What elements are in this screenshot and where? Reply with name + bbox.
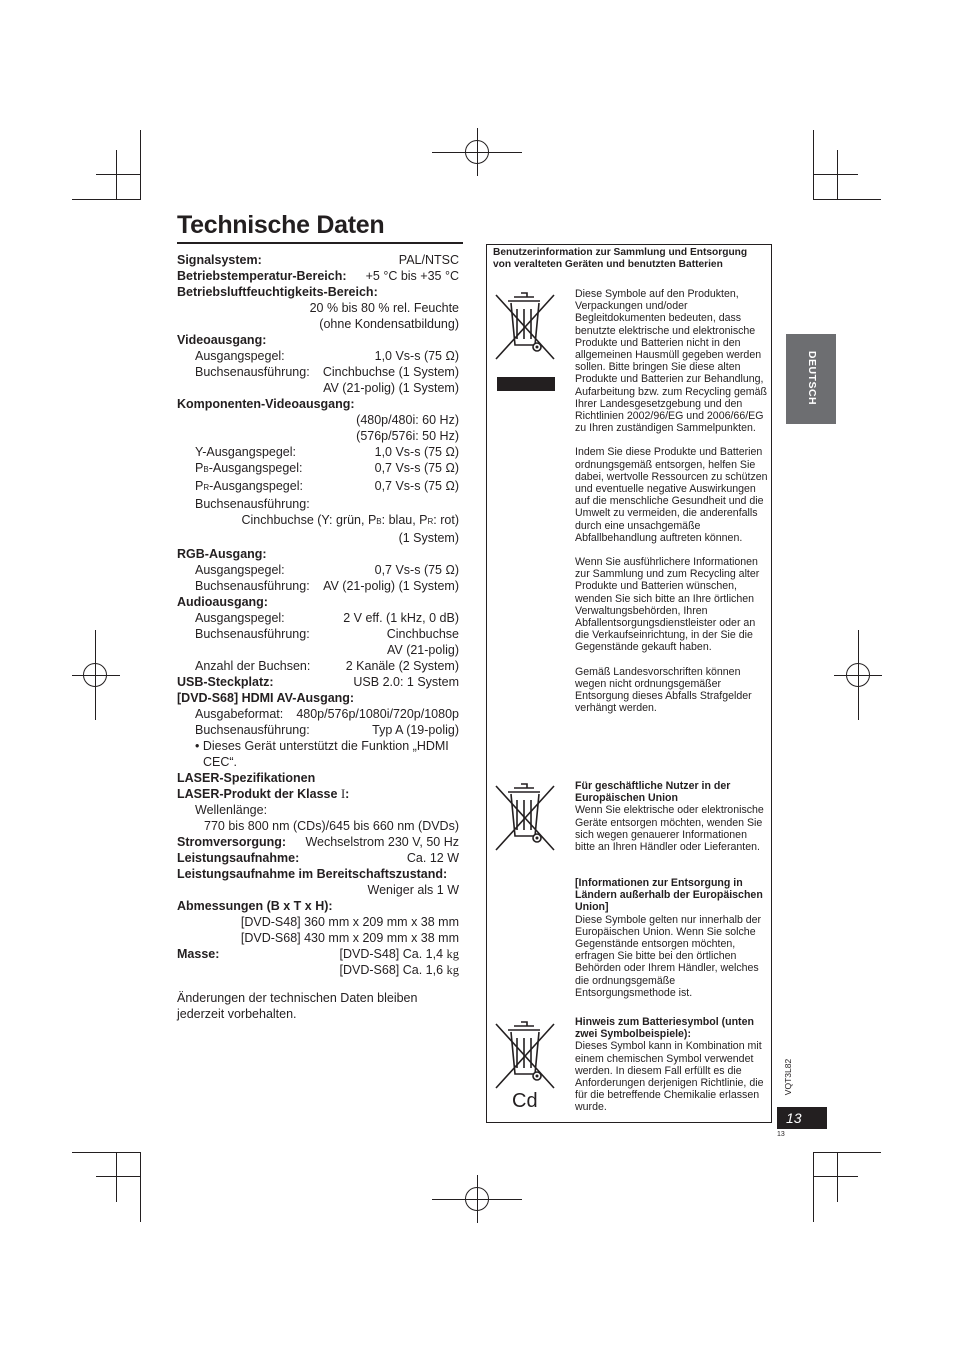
spec-label: Buchsenausführung: — [195, 627, 310, 641]
spec-usb — [177, 674, 459, 690]
crop-mark — [813, 130, 814, 200]
spec-laser-class — [177, 786, 459, 802]
roman-numeral: I — [340, 787, 346, 801]
page-number: 13 — [777, 1107, 827, 1129]
spec-label: Y-Ausgangspegel: — [195, 445, 297, 459]
crop-mark — [140, 1152, 141, 1222]
unit: kg — [446, 947, 459, 961]
spec-hdmi-cec: CEC“. — [203, 755, 238, 769]
spec-label: Buchsenausführung: — [195, 365, 310, 379]
spec-value: 0,7 Vs-s (75 Ω) — [374, 479, 459, 493]
value-part: [DVD-S48] Ca. 1,4 — [339, 947, 447, 961]
p-letter: P — [195, 479, 204, 493]
spec-label: Ausgabeformat: — [195, 707, 284, 721]
unit: kg — [446, 963, 459, 977]
crop-mark — [813, 199, 881, 200]
spec-value: (480p/480i: 60 Hz) — [356, 413, 459, 427]
spec-value: 1,0 Vs-s (75 Ω) — [374, 349, 459, 363]
spec-value — [177, 962, 459, 978]
disposal-paragraph: Indem Sie diese Produkte und Batterien ordnungsgemäß entsorgen, helfen Sie dabei, wertvolle Ressourcen zu schützen und eventuelle negative Auswirkungen auf die menschliche Gesundheit und die Umwelt zu vermeiden, die anderenfalls durch eine unsachgemäße Abfallbehandlung auftreten können. — [575, 446, 768, 544]
spec-value: Cinchbuchse — [386, 627, 459, 641]
spec-label: Buchsenausführung: — [195, 579, 310, 593]
spec-label: Ausgangspegel: — [195, 611, 285, 625]
spec-label: Ausgangspegel: — [195, 563, 285, 577]
colon: : — [345, 787, 350, 801]
registration-circle — [465, 1187, 489, 1211]
notice-line: jederzeit vorbehalten. — [177, 1007, 297, 1021]
spec-component-jack-label: Buchsenausführung: — [195, 497, 310, 511]
document-code: VQT3L82 — [783, 1058, 793, 1096]
value-part: [DVD-S68] Ca. 1,6 — [339, 963, 447, 977]
spec-value: Cinchbuchse (1 System) — [322, 365, 459, 379]
crossed-bin-icon — [490, 289, 558, 365]
spec-label — [195, 478, 303, 496]
language-tab — [786, 334, 836, 424]
spec-video-label: Videoausgang: — [177, 333, 267, 347]
spec-value: 770 bis 800 nm (CDs)/645 bis 660 nm (DVDs) — [204, 819, 459, 833]
spec-value: AV (21-polig) — [386, 643, 459, 657]
crossed-bin-icon — [490, 780, 558, 856]
registration-circle — [465, 140, 489, 164]
crop-mark — [813, 174, 858, 175]
label-text: LASER-Produkt der Klasse — [177, 787, 338, 801]
spec-value: 20 % bis 80 % rel. Feuchte — [309, 301, 459, 315]
spec-label: Ausgangspegel: — [195, 349, 285, 363]
spec-label: Leistungsaufnahme: — [177, 851, 300, 865]
spec-audio-label: Audioausgang: — [177, 595, 268, 609]
spec-hdmi-label: [DVD-S68] HDMI AV-Ausgang: — [177, 691, 355, 705]
crop-mark — [813, 1152, 814, 1222]
disposal-paragraph: Wenn Sie ausführlichere Informationen zur Sammlung und zum Recycling alter Produkte und Batterien wünschen, wenden Sie sich bitte an Ihre örtlichen Verwaltungsbehörden, Ihren Abfallentsorgungsdienstleister oder an die Verkaufseinrichtung, in der Sie die Gegenstände gekauft haben. — [575, 556, 760, 654]
spec-hdmi-format — [177, 706, 459, 722]
crop-mark — [813, 1152, 881, 1153]
subscript-b: B — [376, 517, 382, 526]
p-letter: P — [195, 461, 204, 475]
disposal-text — [575, 288, 769, 727]
spec-component-label: Komponenten-Videoausgang: — [177, 397, 355, 411]
spec-video-level — [177, 348, 459, 364]
spec-value: AV (21-polig) (1 System) — [323, 579, 459, 593]
spec-label: Stromversorgung: — [177, 835, 287, 849]
spec-component-pr — [177, 478, 459, 496]
spec-rgb-level — [177, 562, 459, 578]
page-title: Technische Daten — [177, 211, 385, 239]
spec-value: (ohne Kondensatbildung) — [319, 317, 459, 331]
crop-mark — [72, 1152, 140, 1153]
crop-mark — [140, 130, 141, 200]
spec-hdmi-jack — [177, 722, 459, 738]
spec-value: 0,7 Vs-s (75 Ω) — [374, 461, 459, 475]
disposal-heading: Benutzerinformation zur Sammlung und Entsorgung von veralteten Geräten und benutzten Batterien — [493, 247, 748, 270]
crop-mark — [813, 1176, 858, 1177]
spec-dimensions-label: Abmessungen (B x T x H): — [177, 899, 333, 913]
label-text: -Ausgangspegel: — [209, 479, 303, 493]
spec-component-y — [177, 444, 459, 460]
spec-label: Buchsenausführung: — [195, 723, 310, 737]
spec-hdmi-cec: • Dieses Gerät unterstützt die Funktion „HDMI — [195, 739, 449, 753]
spec-audio-level — [177, 610, 459, 626]
business-heading: Für geschäftliche Nutzer in der Europäischen Union — [575, 780, 731, 805]
spec-rgb-label: RGB-Ausgang: — [177, 547, 267, 561]
spec-value: (1 System) — [398, 531, 459, 545]
spec-value: AV (21-polig) (1 System) — [323, 381, 459, 395]
value-part: : blau, P — [381, 513, 428, 527]
business-users-text — [575, 780, 769, 865]
spec-label: Signalsystem: — [177, 253, 262, 267]
spec-value: 0,7 Vs-s (75 Ω) — [374, 563, 459, 577]
spec-value — [177, 512, 459, 530]
spec-humidity-label: Betriebsluftfeuchtigkeits-Bereich: — [177, 285, 378, 299]
specifications-list — [177, 252, 459, 978]
spec-wavelength-label: Wellenlänge: — [195, 803, 268, 817]
spec-laser-label: LASER-Spezifikationen — [177, 771, 316, 785]
spec-label: Betriebstemperatur-Bereich: — [177, 269, 347, 283]
spec-value: 1,0 Vs-s (75 Ω) — [374, 445, 459, 459]
spec-label — [195, 460, 303, 478]
crop-mark — [96, 1176, 140, 1177]
change-notice — [177, 990, 459, 1022]
subscript-r: R — [427, 517, 434, 526]
spec-power — [177, 834, 459, 850]
crop-mark — [837, 1152, 838, 1202]
spec-signal — [177, 252, 459, 268]
business-paragraph: Wenn Sie elektrische oder elektronische Geräte entsorgen möchten, wenden Sie sich wegen genauerer Informationen bitte an Ihren Händler oder Lieferanten. — [575, 804, 764, 854]
spec-value: 2 Kanäle (2 System) — [345, 659, 459, 673]
spec-mass — [177, 946, 459, 962]
registration-circle — [846, 663, 870, 687]
spec-value: [DVD-S68] 430 mm x 209 mm x 38 mm — [240, 931, 459, 945]
subscript-r: R — [203, 483, 210, 492]
spec-value: 480p/576p/1080i/720p/1080p — [296, 707, 459, 721]
spec-value: [DVD-S48] 360 mm x 209 mm x 38 mm — [240, 915, 459, 929]
spec-label: USB-Steckplatz: — [177, 675, 274, 689]
disposal-paragraph: Diese Symbole auf den Produkten, Verpackungen und/oder Begleitdokumenten bedeuten, dass benutzte elektrische und elektronische Produkte und Batterien nicht in den allgemeinen Hausmüll gegeben werden sollen. Bitte bringen Sie diese alten Produkte und Batterien zur Behandlung, Aufarbeitung bzw. zum Recycling gemäß Ihrer Landesgesetzgebung und den Richtlinien 2002/96/EG und 2006/66/EG zu Ihren zuständigen Sammelpunkten. — [575, 288, 767, 435]
non-eu-text — [575, 877, 769, 1011]
battery-heading: Hinweis zum Batteriesymbol (unten zwei Symbolbeispiele): — [575, 1016, 754, 1041]
black-bar-symbol — [497, 377, 555, 391]
spec-component-pb — [177, 460, 459, 478]
disposal-paragraph: Gemäß Landesvorschriften können wegen nicht ordnungsgemäßer Entsorgung dieses Abfalls Strafgelder verhängt werden. — [575, 665, 752, 715]
spec-value: PAL/NTSC — [398, 253, 459, 267]
crop-mark — [837, 150, 838, 200]
crop-mark — [96, 174, 140, 175]
spec-value: Weniger als 1 W — [367, 883, 459, 897]
cadmium-symbol: Cd — [512, 1090, 538, 1112]
spec-label: Masse: — [177, 947, 220, 961]
spec-temperature — [177, 268, 459, 284]
crop-mark — [116, 1152, 117, 1202]
crop-mark — [116, 150, 117, 200]
spec-consumption — [177, 850, 459, 866]
spec-value: 2 V eff. (1 kHz, 0 dB) — [343, 611, 459, 625]
spec-audio-jack — [177, 626, 459, 642]
spec-value: Typ A (19-polig) — [372, 723, 459, 737]
spec-label: Anzahl der Buchsen: — [195, 659, 311, 673]
title-rule — [177, 242, 463, 244]
value-part: Cinchbuchse (Y: grün, P — [241, 513, 377, 527]
language-tab-label: DEUTSCH — [806, 350, 818, 406]
spec-value: +5 °C bis +35 °C — [365, 269, 459, 283]
battery-paragraph: Dieses Symbol kann in Kombination mit einem chemischen Symbol verwendet werden. In diesem Fall erfüllt es die Anforderungen derjenigen Richtlinie, die für die betreffende Chemikalie erlassen wurde. — [575, 1040, 764, 1114]
non-eu-paragraph: Diese Symbole gelten nur innerhalb der Europäischen Union. Wenn Sie solche Gegenstände entsorgen möchten, erfragen Sie bitte bei den örtlichen Behörden oder Ihrem Händler, welches die ordnungsgemäße Entsorgungsmethode ist. — [575, 913, 762, 999]
spec-value: Ca. 12 W — [406, 851, 459, 865]
spec-value — [340, 946, 460, 962]
notice-line: Änderungen der technischen Daten bleiben — [177, 991, 418, 1005]
spec-value: (576p/576i: 50 Hz) — [356, 429, 459, 443]
label-text: -Ausgangspegel: — [208, 461, 303, 475]
spec-audio-count — [177, 658, 459, 674]
non-eu-heading: [Informationen zur Entsorgung in Ländern außerhalb der Europäischen Union] — [575, 877, 763, 914]
subscript-b: B — [203, 465, 209, 474]
spec-rgb-jack — [177, 578, 459, 594]
registration-circle — [83, 663, 107, 687]
spec-video-jack — [177, 364, 459, 380]
spec-standby-label: Leistungsaufnahme im Bereitschaftszustand: — [177, 867, 448, 881]
spec-value: Wechselstrom 230 V, 50 Hz — [305, 835, 459, 849]
spec-value: USB 2.0: 1 System — [353, 675, 459, 689]
crop-mark — [72, 199, 140, 200]
page-number-small: 13 — [777, 1131, 785, 1138]
battery-text — [575, 1016, 769, 1114]
value-part: : rot) — [433, 513, 459, 527]
crossed-bin-icon — [490, 1018, 558, 1094]
